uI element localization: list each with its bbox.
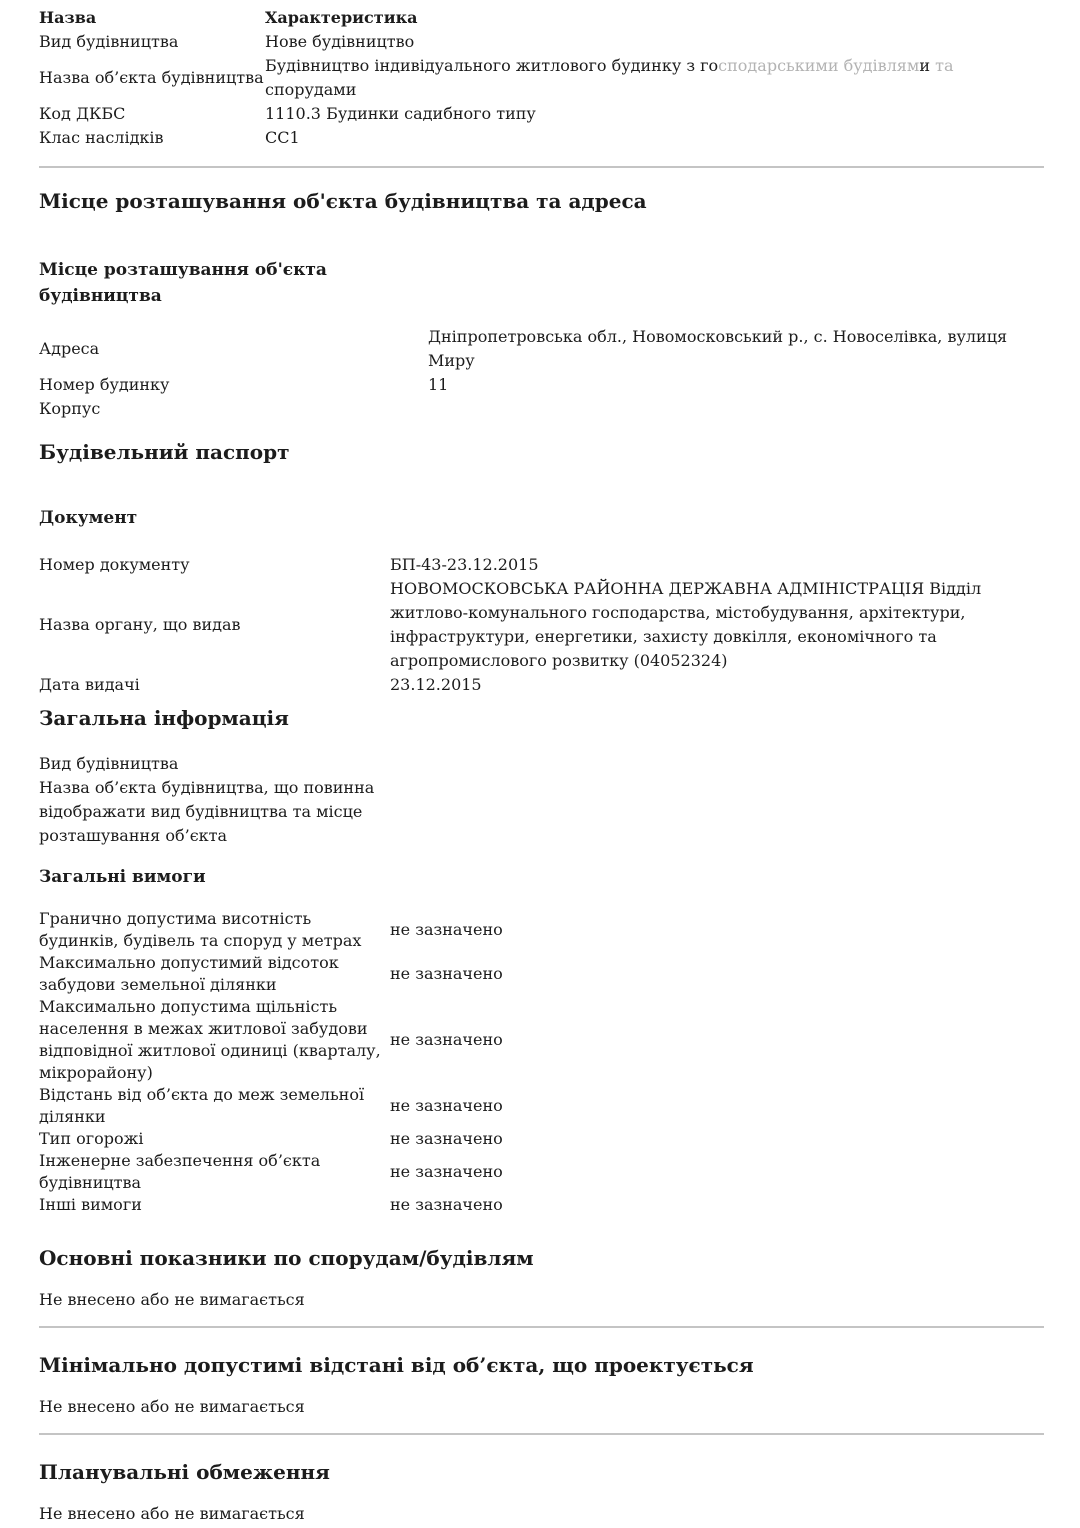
section-title-min-distances: Мінімально допустимі відстані від об’єкта, що проектується bbox=[39, 1353, 754, 1377]
section-title-planning-restrictions: Планувальні обмеження bbox=[39, 1460, 330, 1484]
table-row bbox=[39, 752, 1044, 776]
table-row bbox=[39, 102, 1044, 126]
row-label: Дата видачі bbox=[39, 675, 140, 694]
row-value: не зазначено bbox=[390, 920, 503, 939]
row-value: 1110.3 Будинки садибного типу bbox=[265, 104, 536, 123]
table-row bbox=[39, 1084, 1044, 1128]
table-row bbox=[39, 30, 1044, 54]
empty-section-note: Не внесено або не вимагається bbox=[39, 1397, 305, 1416]
section-divider bbox=[39, 166, 1044, 168]
table-row bbox=[39, 673, 1044, 697]
row-value: СС1 bbox=[265, 128, 300, 147]
row-label: Тип огорожі bbox=[39, 1129, 144, 1148]
row-label: Вид будівництва bbox=[39, 32, 179, 51]
table-row bbox=[39, 1194, 1044, 1216]
subsection-title-document: Документ bbox=[39, 508, 138, 528]
row-value: не зазначено bbox=[390, 1030, 503, 1049]
empty-section-note: Не внесено або не вимагається bbox=[39, 1504, 305, 1523]
row-value: 11 bbox=[428, 375, 449, 394]
row-value: не зазначено bbox=[390, 1129, 503, 1148]
row-label: Вид будівництва bbox=[39, 754, 179, 773]
table-row bbox=[39, 776, 1044, 848]
row-value: Нове будівництво bbox=[265, 32, 415, 51]
row-value bbox=[390, 752, 1044, 776]
value-text-muted: та bbox=[930, 56, 954, 75]
section-divider bbox=[39, 1433, 1044, 1435]
properties-table bbox=[39, 6, 1044, 150]
row-label: Адреса bbox=[39, 339, 100, 358]
row-label: Назва об’єкта будівництва, що повинна відображати вид будівництва та місце розташування об’єкта bbox=[39, 778, 375, 845]
table-row bbox=[39, 1150, 1044, 1194]
document-table bbox=[39, 553, 1044, 697]
row-value: не зазначено bbox=[390, 964, 503, 983]
row-label: Назва об’єкта будівництва bbox=[39, 68, 264, 87]
table-header-row bbox=[39, 6, 1044, 30]
column-header-name: Назва bbox=[39, 8, 97, 27]
requirements-table bbox=[39, 908, 1044, 1216]
table-row bbox=[39, 325, 1044, 373]
row-value: не зазначено bbox=[390, 1096, 503, 1115]
subsection-title-location: Місце розташування об'єкта будівництва bbox=[39, 260, 327, 306]
table-row bbox=[39, 397, 1044, 421]
row-value bbox=[265, 54, 1010, 102]
value-text: и bbox=[919, 56, 930, 75]
value-text: Будівництво індивідуального житлового будинку з го bbox=[265, 56, 719, 75]
row-label: Код ДКБС bbox=[39, 104, 126, 123]
general-info-table bbox=[39, 752, 1044, 848]
row-label: Номер документу bbox=[39, 555, 190, 574]
row-label: Максимально допустимий відсоток забудови земельної ділянки bbox=[39, 953, 339, 994]
section-title-general-info: Загальна інформація bbox=[39, 706, 289, 730]
empty-section-note: Не внесено або не вимагається bbox=[39, 1290, 305, 1309]
row-label: Корпус bbox=[39, 399, 101, 418]
row-value: не зазначено bbox=[390, 1195, 503, 1214]
column-header-characteristic: Характеристика bbox=[265, 8, 418, 27]
row-label: Назва органу, що видав bbox=[39, 615, 241, 634]
row-value bbox=[428, 397, 1044, 421]
section-divider bbox=[39, 1326, 1044, 1328]
row-label: Інженерне забезпечення об’єкта будівництва bbox=[39, 1151, 321, 1192]
table-row bbox=[39, 1128, 1044, 1150]
table-row bbox=[39, 577, 1044, 673]
table-row bbox=[39, 908, 1044, 952]
value-text-muted: сподарськими будівлям bbox=[718, 56, 920, 75]
row-label: Інші вимоги bbox=[39, 1195, 142, 1214]
table-row bbox=[39, 996, 1044, 1084]
row-value: не зазначено bbox=[390, 1162, 503, 1181]
section-title-main-indicators: Основні показники по спорудам/будівлям bbox=[39, 1246, 534, 1270]
row-label: Гранично допустима висотність будинків, будівель та споруд у метрах bbox=[39, 909, 362, 950]
table-row bbox=[39, 952, 1044, 996]
address-table bbox=[39, 325, 1044, 421]
section-title-passport: Будівельний паспорт bbox=[39, 440, 290, 464]
table-row bbox=[39, 373, 1044, 397]
row-value: БП-43-23.12.2015 bbox=[390, 555, 539, 574]
subsection-title-requirements: Загальні вимоги bbox=[39, 867, 206, 887]
row-label: Клас наслідків bbox=[39, 128, 164, 147]
value-text: спорудами bbox=[265, 80, 357, 99]
row-label: Максимально допустима щільність населення в межах житлової забудови відповідної житлової одиниці (кварталу, мікрорайону) bbox=[39, 997, 381, 1082]
row-label: Номер будинку bbox=[39, 375, 170, 394]
row-value: Дніпропетровська обл., Новомосковський р., с. Новоселівка, вулиця Миру bbox=[428, 327, 1008, 370]
section-title-location: Місце розташування об'єкта будівництва та адреса bbox=[39, 189, 647, 213]
row-value bbox=[390, 800, 1044, 824]
row-value: НОВОМОСКОВСЬКА РАЙОННА ДЕРЖАВНА АДМІНІСТРАЦІЯ Відділ житлово-комунального господарства, містобудування, архітектури, інфраструктури, енергетики, захисту довкілля, економічного та агропромислового розвитку (04052324) bbox=[390, 579, 982, 670]
row-value: 23.12.2015 bbox=[390, 675, 482, 694]
table-row bbox=[39, 553, 1044, 577]
table-row bbox=[39, 54, 1044, 102]
table-row bbox=[39, 126, 1044, 150]
row-label: Відстань від об’єкта до меж земельної ділянки bbox=[39, 1085, 365, 1126]
